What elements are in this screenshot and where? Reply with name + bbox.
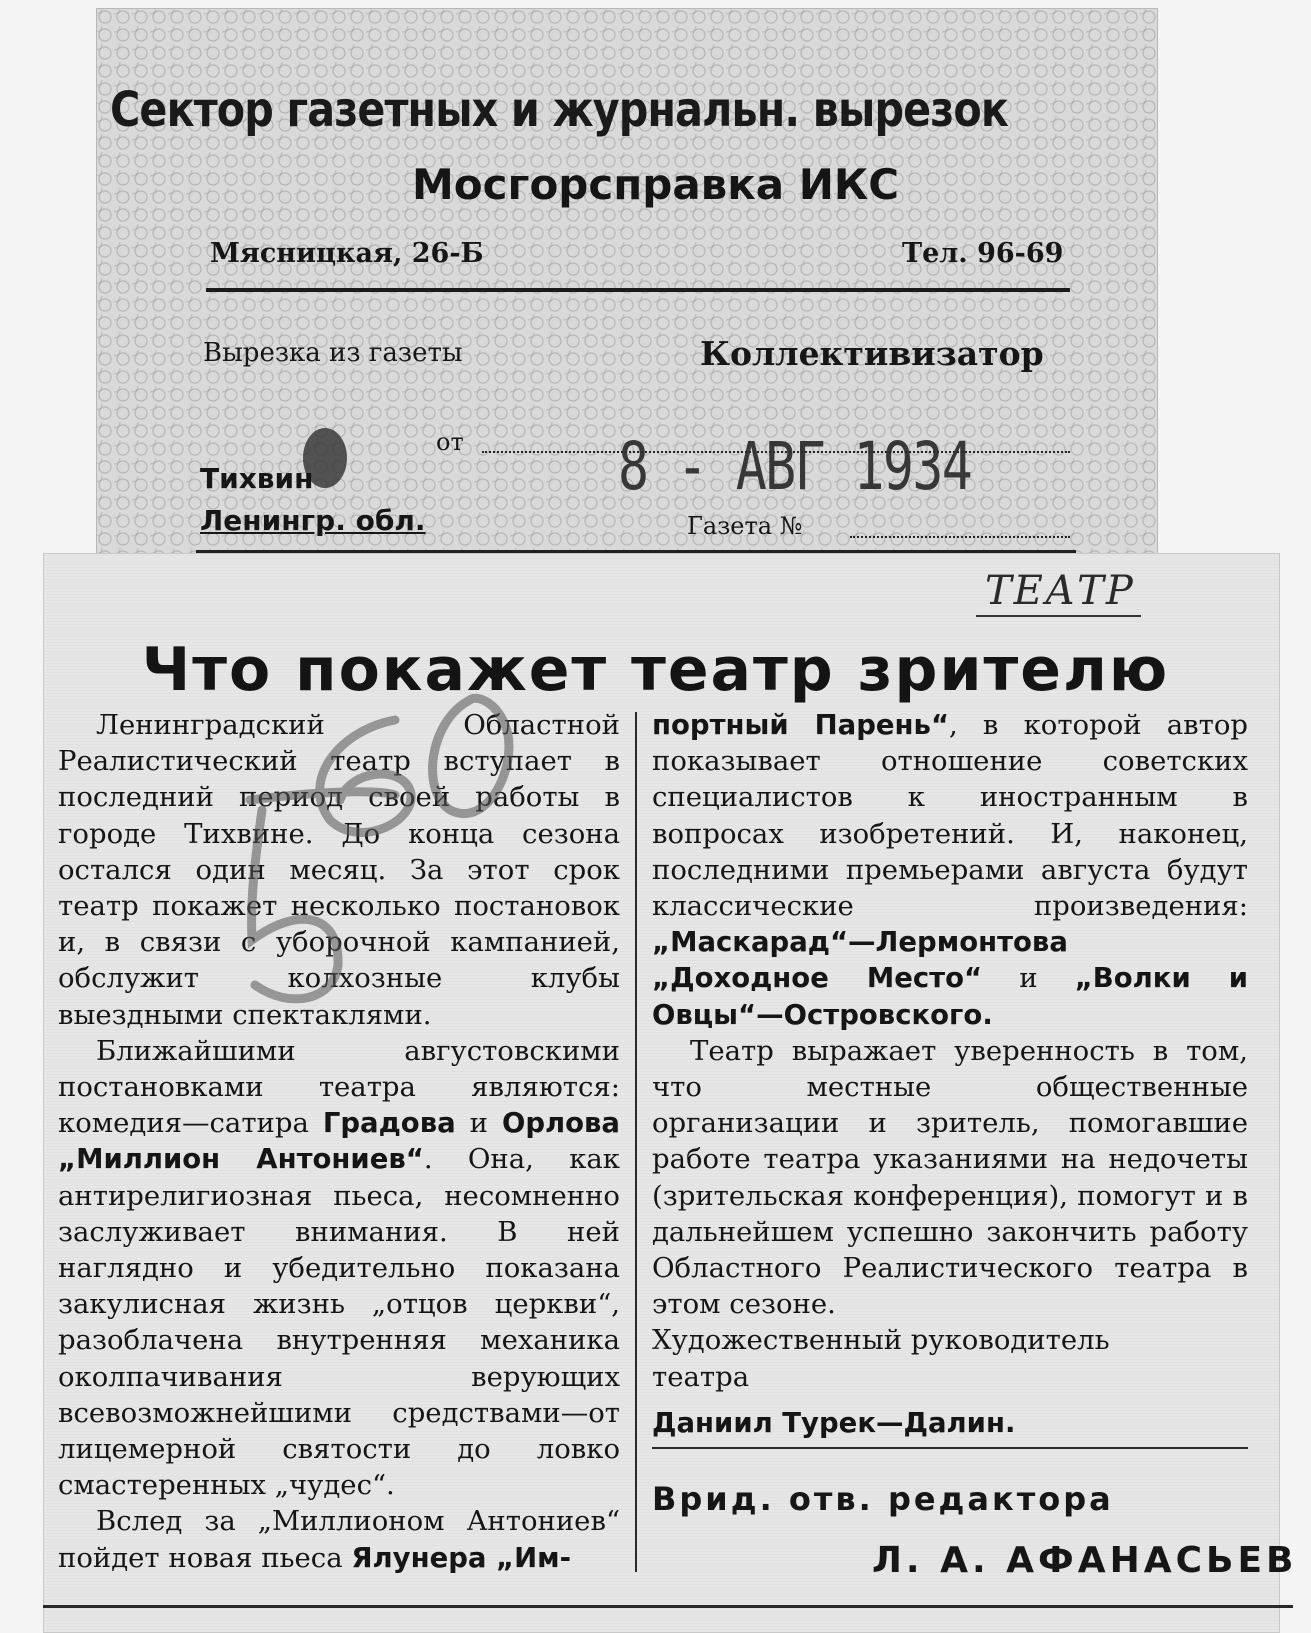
slip-cut-label: Вырезка из газеты: [203, 338, 463, 368]
signature-title: Художественный руководитель: [652, 1324, 1110, 1357]
author-name: Градова: [322, 1107, 456, 1140]
paragraph: Ленинградский Областной Реалистический театр вступает в последний период своей работы в городе Тихвине. До конца сезона остался один месяц. За этот срок театр покажет несколько постановок и, в связи с уборочной кампанией, обслужит колхозные клубы выездными спектаклями.: [58, 709, 620, 1031]
slip-divider: [206, 288, 1070, 292]
play-title: портный Парень“: [652, 709, 950, 741]
play-title: „Миллион Антониев“: [58, 1143, 424, 1176]
text-run: и: [982, 962, 1075, 995]
paragraph: [58, 1033, 620, 1504]
slip-issue-number-label: Газета №: [687, 512, 803, 540]
paragraph: Театр выражает уверенность в том, что местные общественные организации и зритель, помогавшие работе театра указаниями на недочеты (зрительская конференция), помогут и в дальнейшем успешно закончить работу Областного Реалистического театра в этом сезоне.: [652, 1034, 1248, 1321]
article-right-column: [652, 707, 1248, 1441]
article-left-column: [58, 707, 620, 1576]
article-headline: Что покажет театр зрителю: [141, 635, 1170, 705]
editor-divider: [652, 1447, 1248, 1449]
date-stamp: 8 - АВГ 1934: [618, 428, 972, 505]
clipping-bottom-rule: [43, 1605, 1293, 1608]
slip-title: Сектор газетных и журнальн. вырезок: [110, 82, 1009, 138]
signature-title: театра: [652, 1360, 750, 1393]
text-run: Вслед за „Миллионом Антониев“ пойдет новая пьеса: [58, 1505, 620, 1574]
play-title: „Доходное Место“: [652, 962, 983, 995]
slip-newspaper-name: Коллективизатор: [700, 334, 1044, 373]
paragraph: [58, 1503, 620, 1575]
column-divider: [635, 712, 637, 1572]
text-run: Ближайшими августовскими постановками театра являются: комедия—сатира: [58, 1034, 620, 1140]
slip-from-label: от: [436, 428, 464, 456]
editor-name: Л. А. АФАНАСЬЕВ: [872, 1540, 1298, 1581]
author-name: Ялунера: [351, 1541, 487, 1574]
author-name: Орлова: [501, 1107, 620, 1140]
slip-issue-dotted-line: [850, 536, 1070, 538]
editor-label: Врид. отв. редактора: [652, 1480, 1114, 1518]
play-title: „Им-: [486, 1541, 572, 1574]
slip-phone: Тел. 96-69: [902, 238, 1064, 269]
play-title: „Волки и Овцы“—Островского.: [652, 962, 1248, 1031]
rubric: ТЕАТР: [985, 568, 1135, 614]
paragraph: [652, 707, 1248, 1033]
text-run: , в которой автор показывает отношение советских специалистов к иностранным в вопросах изобретений. И, наконец, последними премьерами августа будут классические произведения:: [652, 709, 1248, 923]
slip-place-region: Ленингр. обл.: [200, 504, 426, 537]
slip-organization: Мосгорсправка ИКС: [411, 160, 900, 209]
rubric-underline: [976, 615, 1141, 617]
text-run: . Она, как антирелигиозная пьеса, несомненно заслуживает внимания. В ней наглядно и убедительно показана закулисная жизнь „отцов церкви“, разоблачена внутренняя механика околпачивания верующих всевозможнейшими средствами—от лицемерной святости до ловко смастеренных „чудес“.: [58, 1143, 620, 1502]
text-run: и: [455, 1107, 502, 1140]
slip-place-city: Тихвин: [200, 462, 314, 495]
play-title: „Маскарад“—Лермонтова: [652, 926, 1068, 959]
slip-address: Мясницкая, 26-Б: [210, 238, 484, 269]
signature-name: Даниил Турек—Далин.: [652, 1406, 1016, 1439]
